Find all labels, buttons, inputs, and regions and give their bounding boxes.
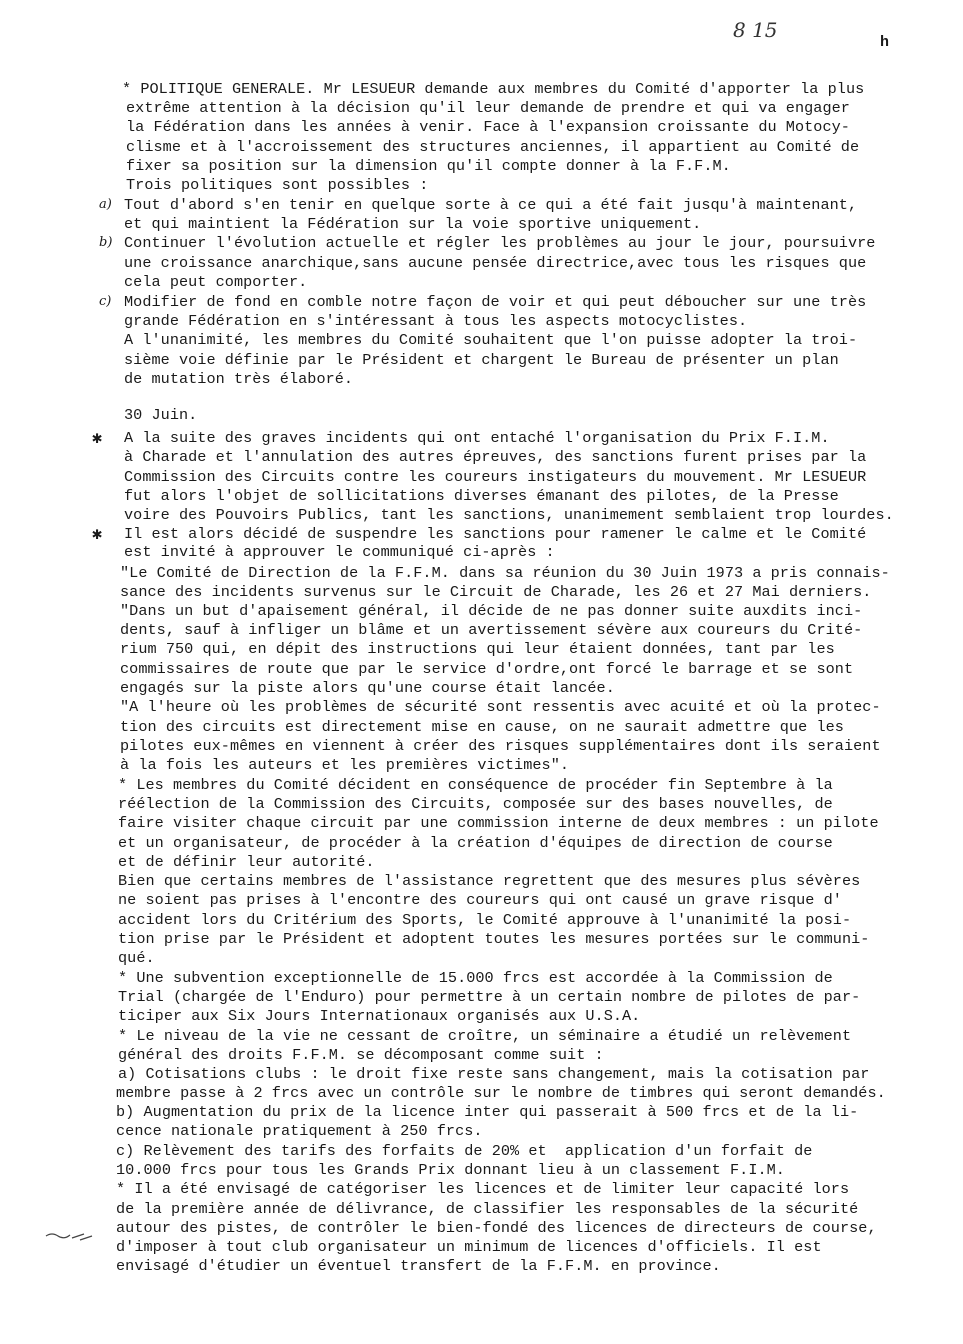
text-line: une croissance anarchique,sans aucune pensée directrice,avec tous les risques que xyxy=(124,254,867,272)
section-date: 30 Juin. xyxy=(124,406,198,424)
text-line: et de définir leur autorité. xyxy=(118,853,375,871)
text-line: commissaires de route que par le service d'ordre,ont forcé le barrage et se sont xyxy=(120,660,854,678)
text-line: ne soient pas prises à l'encontre des coureurs qui ont causé un grave risque d' xyxy=(118,891,842,909)
handwritten-page-number: 8 15 xyxy=(733,18,778,42)
text-line: à la fois les auteurs et les premières victimes". xyxy=(120,756,570,774)
text-line: ticiper aux Six Jours Internationaux organisés aux U.S.A. xyxy=(118,1007,641,1025)
text-line: réélection de la Commission des Circuits, composée sur des bases nouvelles, de xyxy=(118,795,833,813)
text-line: "Dans un but d'apaisement général, il décide de ne pas donner suite auxdits inci- xyxy=(120,602,863,620)
text-line: Trial (chargée de l'Enduro) pour permettre à un certain nombre de pilotes de par- xyxy=(118,988,861,1006)
text-line: c) Relèvement des tarifs des forfaits de 20% et application d'un forfait de xyxy=(116,1142,813,1160)
text-line: clisme et à l'accroissement des structures anciennes, il appartient au Comité de xyxy=(126,138,860,156)
text-line: * Une subvention exceptionnelle de 15.000 frcs est accordée à la Commission de xyxy=(118,969,833,987)
text-line: engagés sur la piste alors qu'une course était lancée. xyxy=(120,679,615,697)
text-line: cence nationale pratiquement à 250 frcs. xyxy=(116,1122,483,1140)
text-line: fut alors l'objet de sollicitations diverses émanant des pilotes, de la Presse xyxy=(124,487,839,505)
margin-star-bullet-1: ✱ xyxy=(92,430,103,449)
text-line: la Fédération dans les années à venir. Face à l'expansion croissante du Motocy- xyxy=(126,118,850,136)
page-letter: h xyxy=(880,34,890,51)
text-line: et un organisateur, de procéder à la création d'équipes de direction de course xyxy=(118,834,833,852)
text-line: général des droits F.F.M. se décomposant comme suit : xyxy=(118,1046,604,1064)
text-line: Trois politiques sont possibles : xyxy=(126,176,429,194)
text-line: dents, sauf à infliger un blâme et un avertissement sévère aux coureurs du Crité- xyxy=(120,621,863,639)
margin-scribble-mark xyxy=(44,1226,104,1246)
text-line: grande Fédération en s'intéressant à tous les aspects motocyclistes. xyxy=(124,312,748,330)
margin-label-a: a) xyxy=(99,197,112,212)
text-line: extrême attention à la décision qu'il leur demande de prendre et qui va engager xyxy=(126,99,850,117)
text-line: de mutation très élaboré. xyxy=(124,370,354,388)
text-line: membre passe à 2 frcs avec un contrôle sur le nombre de timbres qui seront demandés. xyxy=(116,1084,886,1102)
text-line: de la première année de délivrance, de classifier les responsables de la sécurité xyxy=(116,1200,859,1218)
text-line: et qui maintient la Fédération sur la voie sportive uniquement. xyxy=(124,215,702,233)
text-line: d'imposer à tout club organisateur un minimum de licences d'officiels. Il est xyxy=(116,1238,822,1256)
margin-label-b: b) xyxy=(99,235,113,250)
text-line: accident lors du Critérium des Sports, le Comité approuve à l'unanimité la posi- xyxy=(118,911,852,929)
text-line: sance des incidents survenus sur le Circuit de Charade, les 26 et 27 Mai derniers. xyxy=(120,583,872,601)
text-line: cela peut comporter. xyxy=(124,273,308,291)
text-line: a) Cotisations clubs : le droit fixe reste sans changement, mais la cotisation par xyxy=(118,1065,870,1083)
text-line: voire des Pouvoirs Publics, tant les sanctions, unanimement semblaient trop lourdes. xyxy=(124,506,894,524)
text-line: Modifier de fond en comble notre façon de voir et qui peut déboucher sur une très xyxy=(124,293,867,311)
text-line: Continuer l'évolution actuelle et régler les problèmes au jour le jour, poursuivre xyxy=(124,234,876,252)
text-line: Bien que certains membres de l'assistance regrettent que des mesures plus sévères xyxy=(118,872,861,890)
margin-star-bullet-2: ✱ xyxy=(92,526,103,545)
text-line: tion des circuits est directement mise en cause, on ne saurait admettre que les xyxy=(120,718,844,736)
text-line: autour des pistes, de contrôler le bien-fondé des licences de directeurs de course, xyxy=(116,1219,877,1237)
text-line: est invité à approuver le communiqué ci-après : xyxy=(124,543,555,561)
text-line: Commission des Circuits contre les coureurs instigateurs du mouvement. Mr LESUEUR xyxy=(124,468,867,486)
text-line: b) Augmentation du prix de la licence inter qui passerait à 500 frcs et de la li- xyxy=(116,1103,859,1121)
text-line: 10.000 frcs pour tous les Grands Prix donnant lieu à un classement F.I.M. xyxy=(116,1161,785,1179)
text-line: tion prise par le Président et adoptent toutes les mesures portées sur le communi- xyxy=(118,930,870,948)
text-line: envisagé d'étudier un éventuel transfert de la F.F.M. en province. xyxy=(116,1257,721,1275)
text-line: qué. xyxy=(118,949,155,967)
text-line: Il est alors décidé de suspendre les sanctions pour ramener le calme et le Comité xyxy=(124,525,867,543)
text-line: fixer sa position sur la dimension qu'il compte donner à la F.F.M. xyxy=(126,157,731,175)
text-line: * POLITIQUE GENERALE. Mr LESUEUR demande aux membres du Comité d'apporter la plus xyxy=(122,80,865,98)
text-line: à Charade et l'annulation des autres épreuves, des sanctions furent prises par la xyxy=(124,448,867,466)
text-line: A l'unanimité, les membres du Comité souhaitent que l'on puisse adopter la troi- xyxy=(124,331,858,349)
text-line: Tout d'abord s'en tenir en quelque sorte à ce qui a été fait jusqu'à maintenant, xyxy=(124,196,858,214)
text-line: "A l'heure où les problèmes de sécurité sont ressentis avec acuité et où la protec- xyxy=(120,698,881,716)
text-line: "Le Comité de Direction de la F.F.M. dans sa réunion du 30 Juin 1973 a pris connais- xyxy=(120,564,890,582)
text-line: faire visiter chaque circuit par une commission interne de deux membres : un pilote xyxy=(118,814,879,832)
text-line: rium 750 qui, en dépit des instructions qui leur étaient données, tant par les xyxy=(120,640,835,658)
text-line: pilotes eux-mêmes en viennent à créer des risques supplémentaires dont ils seraient xyxy=(120,737,881,755)
text-line: * Les membres du Comité décident en conséquence de procéder fin Septembre à la xyxy=(118,776,833,794)
text-line: * Il a été envisagé de catégoriser les licences et de limiter leur capacité lors xyxy=(116,1180,850,1198)
text-line: * Le niveau de la vie ne cessant de croître, un séminaire a étudié un relèvement xyxy=(118,1027,852,1045)
text-line: sième voie définie par le Président et chargent le Bureau de présenter un plan xyxy=(124,351,839,369)
text-line: A la suite des graves incidents qui ont entaché l'organisation du Prix F.I.M. xyxy=(124,429,830,447)
margin-label-c: c) xyxy=(99,294,112,309)
